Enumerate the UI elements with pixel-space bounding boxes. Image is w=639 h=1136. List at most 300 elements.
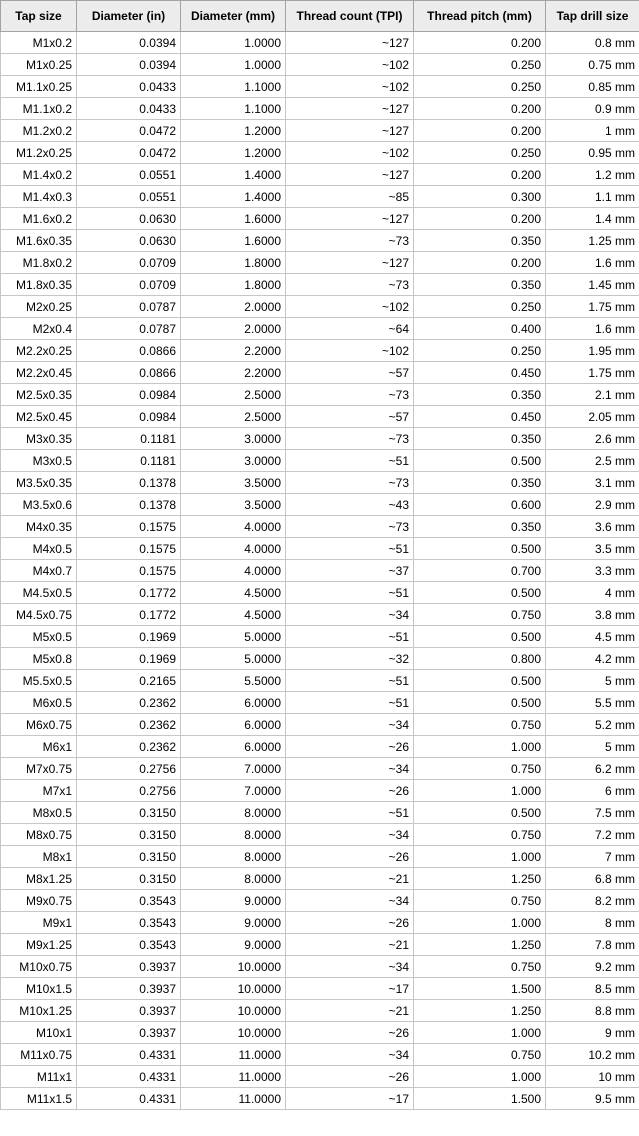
cell-thread-count: ~73 [286,274,414,296]
cell-tap-drill-size: 3.5 mm [546,538,639,560]
cell-diameter-mm: 3.5000 [181,472,286,494]
cell-tap-drill-size: 9.5 mm [546,1088,639,1110]
table-row [1,1066,639,1088]
cell-thread-count: ~17 [286,978,414,1000]
cell-diameter-in: 0.1575 [77,516,181,538]
cell-thread-pitch: 0.500 [414,670,546,692]
cell-thread-count: ~21 [286,868,414,890]
cell-thread-count: ~127 [286,164,414,186]
cell-diameter-in: 0.2756 [77,780,181,802]
cell-thread-pitch: 0.500 [414,538,546,560]
cell-thread-pitch: 0.350 [414,516,546,538]
cell-thread-count: ~51 [286,670,414,692]
cell-diameter-in: 0.0787 [77,296,181,318]
cell-thread-count: ~26 [286,780,414,802]
cell-diameter-mm: 11.0000 [181,1066,286,1088]
cell-diameter-mm: 9.0000 [181,912,286,934]
table-row [1,802,639,824]
cell-tap-drill-size: 1.4 mm [546,208,639,230]
cell-tap-size: M3x0.35 [1,428,77,450]
cell-tap-drill-size: 5 mm [546,736,639,758]
cell-tap-drill-size: 2.5 mm [546,450,639,472]
cell-diameter-mm: 2.2000 [181,340,286,362]
cell-diameter-in: 0.0472 [77,142,181,164]
cell-thread-count: ~102 [286,296,414,318]
table-row [1,76,639,98]
cell-tap-size: M9x1.25 [1,934,77,956]
cell-thread-count: ~26 [286,736,414,758]
cell-diameter-mm: 1.0000 [181,32,286,54]
cell-diameter-in: 0.3543 [77,912,181,934]
cell-diameter-in: 0.1772 [77,604,181,626]
cell-thread-pitch: 0.500 [414,582,546,604]
header-diameter-mm[interactable]: Diameter (mm) [181,1,286,32]
cell-thread-count: ~127 [286,208,414,230]
cell-thread-count: ~34 [286,714,414,736]
cell-diameter-in: 0.2362 [77,736,181,758]
cell-tap-drill-size: 4.5 mm [546,626,639,648]
table-row [1,230,639,252]
cell-thread-pitch: 0.350 [414,274,546,296]
header-diameter-in[interactable]: Diameter (in) [77,1,181,32]
table-row [1,824,639,846]
cell-diameter-in: 0.0984 [77,406,181,428]
cell-tap-drill-size: 1.6 mm [546,318,639,340]
cell-tap-size: M10x1 [1,1022,77,1044]
cell-thread-pitch: 0.750 [414,604,546,626]
cell-diameter-mm: 8.0000 [181,868,286,890]
cell-thread-count: ~73 [286,472,414,494]
cell-diameter-in: 0.3150 [77,868,181,890]
cell-thread-pitch: 0.350 [414,230,546,252]
cell-tap-drill-size: 2.9 mm [546,494,639,516]
cell-thread-pitch: 0.800 [414,648,546,670]
cell-thread-count: ~34 [286,1044,414,1066]
cell-tap-drill-size: 1.45 mm [546,274,639,296]
cell-diameter-in: 0.3937 [77,1000,181,1022]
cell-thread-pitch: 0.200 [414,208,546,230]
table-row [1,780,639,802]
table-row [1,516,639,538]
cell-tap-drill-size: 3.6 mm [546,516,639,538]
cell-diameter-in: 0.0709 [77,252,181,274]
table-row [1,758,639,780]
cell-thread-count: ~73 [286,230,414,252]
cell-thread-count: ~34 [286,604,414,626]
cell-thread-pitch: 0.600 [414,494,546,516]
cell-diameter-in: 0.0551 [77,186,181,208]
cell-diameter-in: 0.0551 [77,164,181,186]
cell-diameter-in: 0.0866 [77,362,181,384]
table-row [1,428,639,450]
table-row [1,868,639,890]
cell-thread-pitch: 0.200 [414,252,546,274]
cell-tap-size: M1.1x0.25 [1,76,77,98]
cell-tap-size: M6x0.5 [1,692,77,714]
cell-diameter-in: 0.3150 [77,846,181,868]
cell-diameter-mm: 5.0000 [181,648,286,670]
cell-thread-count: ~127 [286,32,414,54]
cell-diameter-mm: 2.0000 [181,296,286,318]
cell-tap-drill-size: 0.9 mm [546,98,639,120]
cell-tap-size: M1x0.2 [1,32,77,54]
table-row [1,978,639,1000]
cell-thread-count: ~26 [286,846,414,868]
cell-diameter-mm: 1.1000 [181,98,286,120]
cell-diameter-mm: 1.8000 [181,274,286,296]
cell-diameter-in: 0.3937 [77,1022,181,1044]
cell-thread-pitch: 1.000 [414,1022,546,1044]
cell-diameter-mm: 7.0000 [181,780,286,802]
header-tap-drill-size[interactable]: Tap drill size [546,1,639,32]
cell-tap-size: M5.5x0.5 [1,670,77,692]
cell-diameter-in: 0.3543 [77,890,181,912]
cell-thread-pitch: 0.450 [414,362,546,384]
cell-thread-count: ~51 [286,692,414,714]
cell-diameter-mm: 6.0000 [181,692,286,714]
cell-thread-count: ~85 [286,186,414,208]
cell-thread-pitch: 0.250 [414,340,546,362]
cell-diameter-mm: 3.0000 [181,428,286,450]
cell-diameter-mm: 5.0000 [181,626,286,648]
cell-diameter-in: 0.1575 [77,560,181,582]
cell-diameter-mm: 11.0000 [181,1088,286,1110]
table-row [1,362,639,384]
table-row [1,186,639,208]
cell-diameter-mm: 2.5000 [181,384,286,406]
cell-thread-pitch: 1.000 [414,736,546,758]
table-row [1,494,639,516]
cell-diameter-in: 0.2165 [77,670,181,692]
cell-tap-size: M2.5x0.35 [1,384,77,406]
cell-thread-count: ~37 [286,560,414,582]
cell-thread-count: ~127 [286,98,414,120]
cell-diameter-mm: 10.0000 [181,1000,286,1022]
cell-tap-size: M4x0.5 [1,538,77,560]
cell-diameter-mm: 2.2000 [181,362,286,384]
cell-thread-count: ~102 [286,142,414,164]
cell-thread-pitch: 0.200 [414,32,546,54]
table-row [1,538,639,560]
cell-diameter-in: 0.1181 [77,428,181,450]
cell-diameter-mm: 1.2000 [181,120,286,142]
cell-thread-count: ~26 [286,1066,414,1088]
cell-tap-drill-size: 3.1 mm [546,472,639,494]
table-row [1,846,639,868]
cell-tap-size: M1.8x0.2 [1,252,77,274]
cell-tap-size: M11x1.5 [1,1088,77,1110]
cell-thread-count: ~17 [286,1088,414,1110]
cell-diameter-mm: 1.2000 [181,142,286,164]
cell-tap-size: M1x0.25 [1,54,77,76]
cell-tap-size: M6x1 [1,736,77,758]
cell-thread-count: ~34 [286,956,414,978]
cell-tap-size: M4x0.7 [1,560,77,582]
cell-thread-pitch: 0.250 [414,76,546,98]
cell-diameter-mm: 8.0000 [181,802,286,824]
cell-tap-size: M5x0.8 [1,648,77,670]
cell-thread-pitch: 1.000 [414,846,546,868]
cell-diameter-mm: 7.0000 [181,758,286,780]
cell-diameter-mm: 3.0000 [181,450,286,472]
cell-diameter-mm: 4.5000 [181,604,286,626]
cell-diameter-in: 0.1969 [77,626,181,648]
cell-thread-pitch: 0.500 [414,802,546,824]
table-row [1,450,639,472]
table-header [1,1,639,32]
cell-tap-size: M1.6x0.2 [1,208,77,230]
header-row [1,1,639,32]
table-body [1,32,639,1110]
cell-tap-size: M9x1 [1,912,77,934]
cell-tap-drill-size: 5 mm [546,670,639,692]
cell-tap-size: M1.4x0.2 [1,164,77,186]
table-row [1,54,639,76]
table-row [1,340,639,362]
cell-diameter-in: 0.3543 [77,934,181,956]
cell-tap-drill-size: 4 mm [546,582,639,604]
table-row [1,472,639,494]
table-row [1,208,639,230]
cell-diameter-mm: 10.0000 [181,956,286,978]
cell-tap-size: M2.2x0.45 [1,362,77,384]
cell-thread-pitch: 0.350 [414,384,546,406]
cell-diameter-in: 0.0630 [77,230,181,252]
cell-tap-drill-size: 1 mm [546,120,639,142]
cell-diameter-mm: 1.4000 [181,186,286,208]
cell-thread-pitch: 1.250 [414,1000,546,1022]
table-row [1,956,639,978]
table-row [1,912,639,934]
cell-tap-drill-size: 1.75 mm [546,362,639,384]
cell-thread-pitch: 1.500 [414,978,546,1000]
table-row [1,1044,639,1066]
cell-tap-size: M8x0.75 [1,824,77,846]
cell-thread-count: ~57 [286,406,414,428]
cell-tap-size: M4x0.35 [1,516,77,538]
cell-tap-drill-size: 4.2 mm [546,648,639,670]
cell-diameter-in: 0.1378 [77,472,181,494]
cell-tap-drill-size: 1.1 mm [546,186,639,208]
cell-thread-pitch: 0.400 [414,318,546,340]
cell-diameter-mm: 8.0000 [181,846,286,868]
cell-tap-drill-size: 2.05 mm [546,406,639,428]
cell-thread-pitch: 0.350 [414,472,546,494]
cell-tap-size: M4.5x0.75 [1,604,77,626]
cell-tap-drill-size: 2.6 mm [546,428,639,450]
table-row [1,32,639,54]
cell-diameter-in: 0.0394 [77,54,181,76]
cell-diameter-mm: 10.0000 [181,978,286,1000]
cell-tap-drill-size: 6.8 mm [546,868,639,890]
cell-tap-size: M10x1.5 [1,978,77,1000]
cell-thread-pitch: 0.200 [414,120,546,142]
cell-diameter-mm: 1.1000 [181,76,286,98]
cell-diameter-mm: 5.5000 [181,670,286,692]
cell-diameter-in: 0.2362 [77,714,181,736]
cell-tap-drill-size: 10 mm [546,1066,639,1088]
cell-thread-count: ~21 [286,1000,414,1022]
cell-diameter-mm: 3.5000 [181,494,286,516]
cell-thread-count: ~34 [286,824,414,846]
cell-tap-size: M8x0.5 [1,802,77,824]
cell-tap-size: M1.2x0.25 [1,142,77,164]
cell-thread-count: ~102 [286,76,414,98]
cell-thread-count: ~73 [286,516,414,538]
cell-tap-size: M3.5x0.6 [1,494,77,516]
cell-diameter-mm: 2.0000 [181,318,286,340]
cell-thread-pitch: 0.450 [414,406,546,428]
cell-tap-size: M6x0.75 [1,714,77,736]
cell-diameter-in: 0.0630 [77,208,181,230]
cell-thread-count: ~102 [286,340,414,362]
cell-thread-count: ~127 [286,120,414,142]
cell-thread-pitch: 1.500 [414,1088,546,1110]
cell-tap-drill-size: 2.1 mm [546,384,639,406]
cell-thread-pitch: 0.750 [414,758,546,780]
cell-thread-pitch: 0.700 [414,560,546,582]
table-row [1,120,639,142]
cell-thread-count: ~32 [286,648,414,670]
cell-tap-size: M8x1 [1,846,77,868]
cell-thread-count: ~57 [286,362,414,384]
table-row [1,604,639,626]
table-row [1,626,639,648]
cell-tap-drill-size: 6.2 mm [546,758,639,780]
cell-thread-pitch: 1.000 [414,912,546,934]
table-row [1,1000,639,1022]
cell-diameter-mm: 1.6000 [181,230,286,252]
cell-thread-pitch: 1.250 [414,868,546,890]
cell-thread-pitch: 0.200 [414,164,546,186]
cell-tap-drill-size: 8.5 mm [546,978,639,1000]
cell-tap-drill-size: 0.85 mm [546,76,639,98]
cell-thread-pitch: 0.500 [414,626,546,648]
cell-diameter-in: 0.2756 [77,758,181,780]
cell-tap-drill-size: 7.5 mm [546,802,639,824]
cell-tap-drill-size: 8.2 mm [546,890,639,912]
cell-diameter-in: 0.4331 [77,1066,181,1088]
table-row [1,934,639,956]
cell-tap-drill-size: 5.5 mm [546,692,639,714]
cell-diameter-mm: 1.6000 [181,208,286,230]
cell-tap-size: M3x0.5 [1,450,77,472]
cell-tap-drill-size: 3.8 mm [546,604,639,626]
cell-thread-pitch: 1.000 [414,1066,546,1088]
cell-diameter-in: 0.1969 [77,648,181,670]
cell-tap-size: M9x0.75 [1,890,77,912]
table-row [1,560,639,582]
cell-tap-drill-size: 0.95 mm [546,142,639,164]
cell-thread-count: ~34 [286,758,414,780]
cell-thread-pitch: 0.500 [414,692,546,714]
cell-thread-count: ~26 [286,1022,414,1044]
cell-tap-size: M10x0.75 [1,956,77,978]
cell-tap-drill-size: 7.8 mm [546,934,639,956]
cell-tap-drill-size: 9.2 mm [546,956,639,978]
cell-thread-pitch: 1.250 [414,934,546,956]
cell-thread-count: ~51 [286,450,414,472]
cell-thread-count: ~102 [286,54,414,76]
cell-diameter-in: 0.1181 [77,450,181,472]
cell-diameter-mm: 6.0000 [181,736,286,758]
cell-thread-pitch: 0.750 [414,890,546,912]
cell-tap-drill-size: 7 mm [546,846,639,868]
cell-thread-count: ~43 [286,494,414,516]
cell-diameter-in: 0.4331 [77,1088,181,1110]
cell-tap-drill-size: 1.95 mm [546,340,639,362]
table-row [1,384,639,406]
header-thread-count[interactable]: Thread count (TPI) [286,1,414,32]
cell-diameter-mm: 4.5000 [181,582,286,604]
cell-thread-pitch: 0.250 [414,296,546,318]
cell-diameter-mm: 10.0000 [181,1022,286,1044]
cell-tap-drill-size: 1.25 mm [546,230,639,252]
cell-tap-drill-size: 1.2 mm [546,164,639,186]
cell-thread-pitch: 0.750 [414,1044,546,1066]
table-row [1,406,639,428]
cell-thread-pitch: 0.750 [414,824,546,846]
table-row [1,582,639,604]
table-row [1,98,639,120]
cell-thread-pitch: 0.750 [414,956,546,978]
cell-diameter-in: 0.1575 [77,538,181,560]
cell-tap-drill-size: 8 mm [546,912,639,934]
table-row [1,692,639,714]
cell-tap-drill-size: 3.3 mm [546,560,639,582]
header-thread-pitch[interactable]: Thread pitch (mm) [414,1,546,32]
cell-diameter-in: 0.0709 [77,274,181,296]
cell-thread-pitch: 0.750 [414,714,546,736]
cell-diameter-in: 0.0433 [77,76,181,98]
cell-diameter-mm: 11.0000 [181,1044,286,1066]
cell-tap-size: M7x0.75 [1,758,77,780]
cell-diameter-in: 0.1378 [77,494,181,516]
cell-tap-size: M11x0.75 [1,1044,77,1066]
cell-tap-size: M1.2x0.2 [1,120,77,142]
table-row [1,274,639,296]
cell-tap-drill-size: 1.75 mm [546,296,639,318]
table-row [1,670,639,692]
cell-tap-drill-size: 1.6 mm [546,252,639,274]
table-row [1,142,639,164]
table-row [1,164,639,186]
cell-tap-size: M7x1 [1,780,77,802]
cell-tap-size: M4.5x0.5 [1,582,77,604]
cell-tap-size: M11x1 [1,1066,77,1088]
cell-thread-pitch: 0.250 [414,142,546,164]
cell-tap-drill-size: 0.75 mm [546,54,639,76]
cell-tap-size: M1.6x0.35 [1,230,77,252]
cell-diameter-mm: 9.0000 [181,890,286,912]
cell-tap-drill-size: 10.2 mm [546,1044,639,1066]
cell-thread-pitch: 0.500 [414,450,546,472]
cell-tap-size: M1.8x0.35 [1,274,77,296]
header-tap-size[interactable]: Tap size [1,1,77,32]
table-row [1,714,639,736]
cell-diameter-mm: 9.0000 [181,934,286,956]
cell-diameter-mm: 6.0000 [181,714,286,736]
cell-diameter-in: 0.3937 [77,956,181,978]
cell-tap-size: M2x0.25 [1,296,77,318]
cell-diameter-in: 0.3937 [77,978,181,1000]
cell-diameter-mm: 1.8000 [181,252,286,274]
cell-diameter-in: 0.1772 [77,582,181,604]
cell-diameter-in: 0.4331 [77,1044,181,1066]
table-row [1,318,639,340]
cell-thread-count: ~73 [286,428,414,450]
cell-thread-count: ~73 [286,384,414,406]
